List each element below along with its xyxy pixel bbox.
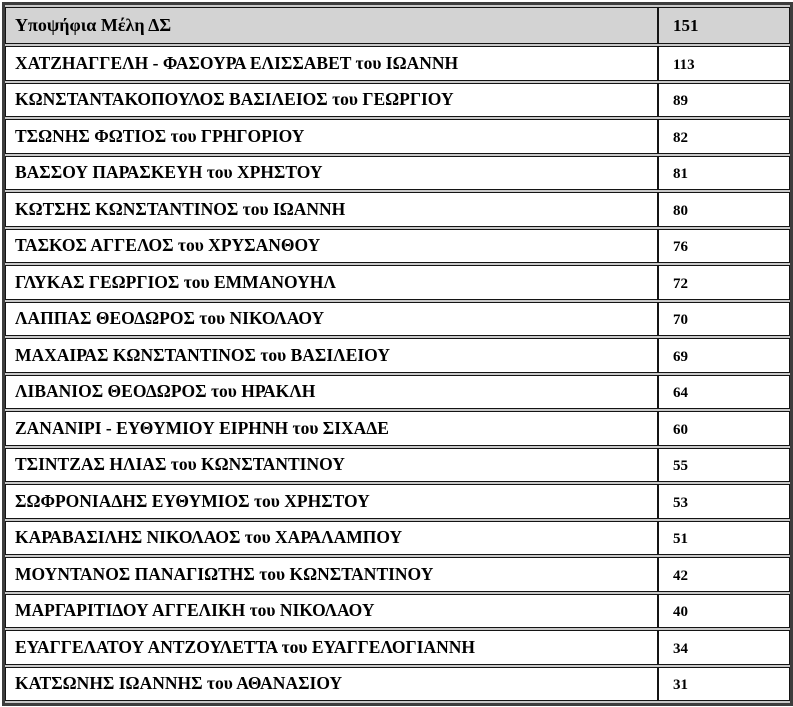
vote-count: 34 xyxy=(658,630,790,665)
table-body xyxy=(5,46,790,701)
vote-count: 80 xyxy=(658,192,790,227)
table-row xyxy=(5,630,790,665)
table-row xyxy=(5,156,790,191)
table-header-title: Υποψήφια Μέλη ΔΣ xyxy=(5,7,658,44)
table-row xyxy=(5,302,790,337)
vote-count: 81 xyxy=(658,156,790,191)
table-row xyxy=(5,83,790,118)
vote-count: 82 xyxy=(658,119,790,154)
vote-count: 76 xyxy=(658,229,790,264)
vote-count: 55 xyxy=(658,448,790,483)
candidate-name: ΤΑΣΚΟΣ ΑΓΓΕΛΟΣ του ΧΡΥΣΑΝΘΟΥ xyxy=(5,229,658,264)
candidate-name: ΚΑΡΑΒΑΣΙΛΗΣ ΝΙΚΟΛΑΟΣ του ΧΑΡΑΛΑΜΠΟΥ xyxy=(5,521,658,556)
table-header-total-count: 151 xyxy=(658,7,790,44)
table-row xyxy=(5,192,790,227)
table-row xyxy=(5,46,790,81)
table-row xyxy=(5,411,790,446)
table-row xyxy=(5,265,790,300)
candidate-name: ΕΥΑΓΓΕΛΑΤΟΥ ΑΝΤΖΟΥΛΕΤΤΑ του ΕΥΑΓΓΕΛΟΓΙΑΝΝΗ xyxy=(5,630,658,665)
table-row xyxy=(5,594,790,629)
vote-count: 69 xyxy=(658,338,790,373)
table-row xyxy=(5,557,790,592)
vote-count: 89 xyxy=(658,83,790,118)
candidate-name: ΛΑΠΠΑΣ ΘΕΟΔΩΡΟΣ του ΝΙΚΟΛΑΟΥ xyxy=(5,302,658,337)
table-header-row xyxy=(5,7,790,44)
table-row xyxy=(5,229,790,264)
candidate-name: ΚΩΝΣΤΑΝΤΑΚΟΠΟΥΛΟΣ ΒΑΣΙΛΕΙΟΣ του ΓΕΩΡΓΙΟΥ xyxy=(5,83,658,118)
vote-count: 113 xyxy=(658,46,790,81)
vote-count: 40 xyxy=(658,594,790,629)
candidate-name: ΣΩΦΡΟΝΙΑΔΗΣ ΕΥΘΥΜΙΟΣ του ΧΡΗΣΤΟΥ xyxy=(5,484,658,519)
table-row xyxy=(5,119,790,154)
candidate-name: ΖΑΝΑΝΙΡΙ - ΕΥΘΥΜΙΟΥ ΕΙΡΗΝΗ του ΣΙΧΑΔΕ xyxy=(5,411,658,446)
candidate-name: ΓΛΥΚΑΣ ΓΕΩΡΓΙΟΣ του ΕΜΜΑΝΟΥΗΛ xyxy=(5,265,658,300)
table-row xyxy=(5,338,790,373)
vote-count: 72 xyxy=(658,265,790,300)
table-row xyxy=(5,448,790,483)
candidate-name: ΧΑΤΖΗΑΓΓΕΛΗ - ΦΑΣΟΥΡΑ ΕΛΙΣΣΑΒΕΤ του ΙΩΑΝΝΗ xyxy=(5,46,658,81)
candidates-results-table xyxy=(2,2,793,706)
vote-count: 60 xyxy=(658,411,790,446)
table-row xyxy=(5,521,790,556)
candidate-name: ΜΟΥΝΤΑΝΟΣ ΠΑΝΑΓΙΩΤΗΣ του ΚΩΝΣΤΑΝΤΙΝΟΥ xyxy=(5,557,658,592)
candidate-name: ΚΑΤΣΩΝΗΣ ΙΩΑΝΝΗΣ του ΑΘΑΝΑΣΙΟΥ xyxy=(5,667,658,702)
table-row xyxy=(5,484,790,519)
candidate-name: ΤΣΩΝΗΣ ΦΩΤΙΟΣ του ΓΡΗΓΟΡΙΟΥ xyxy=(5,119,658,154)
vote-count: 42 xyxy=(658,557,790,592)
table-row xyxy=(5,375,790,410)
table-row xyxy=(5,667,790,702)
candidate-name: ΛΙΒΑΝΙΟΣ ΘΕΟΔΩΡΟΣ του ΗΡΑΚΛΗ xyxy=(5,375,658,410)
candidate-name: ΤΣΙΝΤΖΑΣ ΗΛΙΑΣ του ΚΩΝΣΤΑΝΤΙΝΟΥ xyxy=(5,448,658,483)
candidate-name: ΜΑΧΑΙΡΑΣ ΚΩΝΣΤΑΝΤΙΝΟΣ του ΒΑΣΙΛΕΙΟΥ xyxy=(5,338,658,373)
candidate-name: ΚΩΤΣΗΣ ΚΩΝΣΤΑΝΤΙΝΟΣ του ΙΩΑΝΝΗ xyxy=(5,192,658,227)
candidate-name: ΜΑΡΓΑΡΙΤΙΔΟΥ ΑΓΓΕΛΙΚΗ του ΝΙΚΟΛΑΟΥ xyxy=(5,594,658,629)
vote-count: 53 xyxy=(658,484,790,519)
vote-count: 31 xyxy=(658,667,790,702)
candidate-name: ΒΑΣΣΟΥ ΠΑΡΑΣΚΕΥΗ του ΧΡΗΣΤΟΥ xyxy=(5,156,658,191)
vote-count: 64 xyxy=(658,375,790,410)
vote-count: 51 xyxy=(658,521,790,556)
vote-count: 70 xyxy=(658,302,790,337)
table-header xyxy=(5,7,790,44)
